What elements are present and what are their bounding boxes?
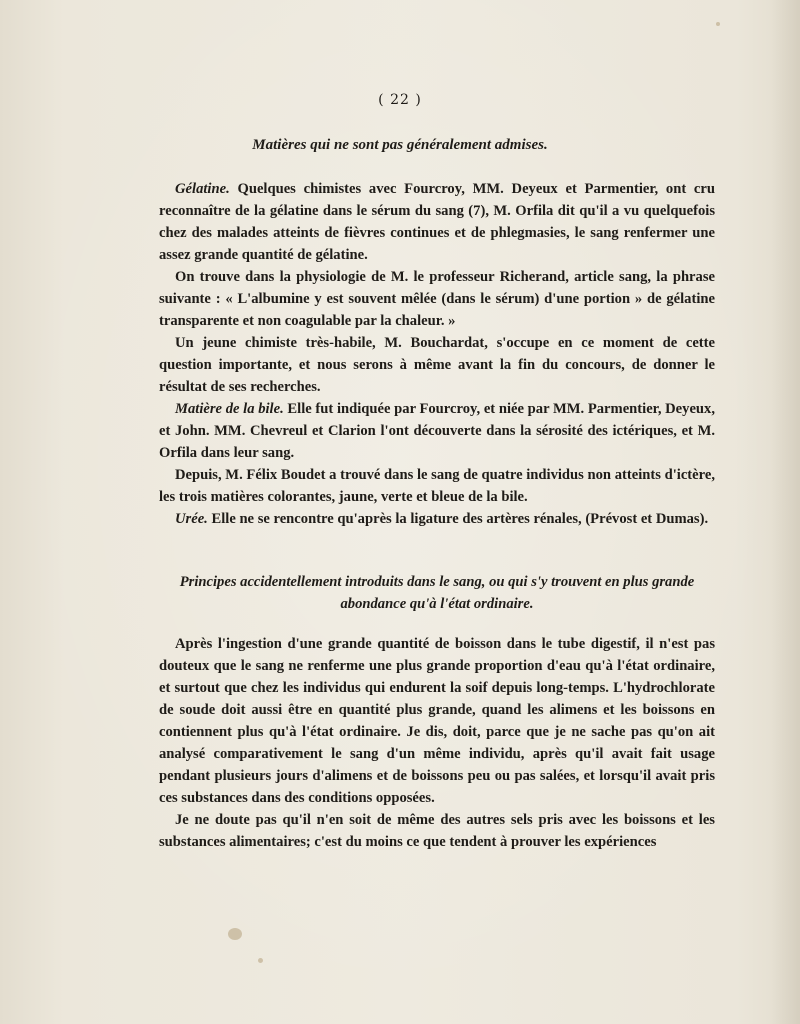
paragraph (159, 809, 715, 853)
paragraph-text: On trouve dans la physiologie de M. le professeur Richerand, article sang, la phrase suivante : « L'albumine y est souvent mêlée (dans le sérum) d'une portion » de gélatine transparente et non coagulable par la chaleur. » (159, 269, 715, 329)
paragraph-text: Un jeune chimiste très-habile, M. Bouchardat, s'occupe en ce moment de cette question importante, et nous serons à même avant la fin du concours, de donner le résultat de ses recherches. (159, 335, 715, 395)
paragraph (159, 332, 715, 398)
text-block-2 (159, 633, 715, 853)
paragraph-text: Depuis, M. Félix Boudet a trouvé dans le sang de quatre individus non atteints d'ictère, les trois matières colorantes, jaune, verte et bleue de la bile. (159, 467, 715, 505)
paragraph-text: Elle ne se rencontre qu'après la ligature des artères rénales, (Prévost et Dumas). (207, 511, 709, 527)
paragraph-lead: Gélatine. (175, 181, 230, 197)
foxing-stain (258, 958, 263, 963)
foxing-stain (228, 928, 242, 940)
paragraph-text: Quelques chimistes avec Fourcroy, MM. Deyeux et Parmentier, ont cru reconnaître de la gélatine dans le sérum du sang (7), M. Orfila dit qu'il a vu quelquefois chez des malades atteints de fièvres continues et de phlegmasies, le sang renfermer une assez grande quantité de gélatine. (159, 181, 715, 263)
text-block-1 (159, 178, 715, 530)
subsection-title: Principes accidentellement introduits dans le sang, ou qui s'y trouvent en plus grande abondance qu'à l'état ordinaire. (179, 574, 695, 612)
paragraph (159, 266, 715, 332)
section-title: Matières qui ne sont pas généralement admises. (252, 137, 548, 153)
paragraph (159, 508, 715, 530)
paragraph-lead: Urée. (175, 511, 208, 527)
paragraph (159, 633, 715, 809)
page-number: ( 22 ) (378, 92, 422, 108)
paragraph (159, 464, 715, 508)
foxing-stain (716, 22, 720, 26)
paragraph (159, 398, 715, 464)
paragraph (159, 178, 715, 266)
paragraph-text: Après l'ingestion d'une grande quantité de boisson dans le tube digestif, il n'est pas douteux que le sang ne renferme une plus grande proportion d'eau qu'à l'état ordinaire, et surtout que chez les individus qui endurent la soif depuis long-temps. L'hydrochlorate de soude doit aussi être en quantité plus grande, quand les alimens et les boissons en contiennent plus qu'à l'état ordinaire. Je dis, doit, parce que je ne sache pas qu'on ait analysé comparativement le sang d'un même individu, après qu'il avait fait usage pendant plusieurs jours d'alimens et de boissons peu ou pas salées, et lorsqu'il avait pris ces substances dans des conditions opposées. (159, 636, 715, 806)
paragraph-text: Je ne doute pas qu'il n'en soit de même des autres sels pris avec les boissons et les substances alimentaires; c'est du moins ce que tendent à prouver les expériences (159, 812, 715, 850)
paragraph-lead: Matière de la bile. (175, 401, 284, 417)
paragraph-text: Elle fut indiquée par Fourcroy, et niée par MM. Parmentier, Deyeux, et John. MM. Chevreul et Clarion l'ont découverte dans la sérosité des ictériques, et M. Orfila dans leur sang. (159, 401, 715, 461)
